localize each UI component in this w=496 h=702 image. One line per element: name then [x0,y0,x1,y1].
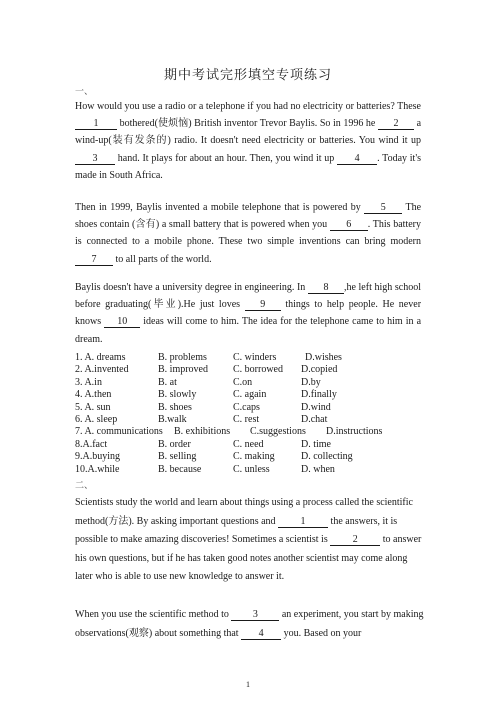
option-d: D. time [301,438,331,450]
option-d: D.copied [301,364,338,376]
option-b: B. order [158,438,191,450]
text: the answers, it is possible to make amazing discoveries! Sometimes a scientist is [75,515,398,546]
option-a: 10.A.while [75,463,120,475]
option-c: C.suggestions [250,426,306,438]
blank-4: 4 [337,153,377,165]
option-b: B. shoes [158,401,192,413]
option-a: 2. A.invented [75,364,129,376]
blank-5: 5 [364,202,402,214]
option-d: D.finally [301,389,337,401]
option-c: C. winders [233,352,277,363]
text: The shoes contain (含有) a small battery that is powered when you [75,202,422,231]
option-a: 7. A. communications [75,426,163,438]
blank-8: 8 [308,282,344,294]
option-a: 5. A. sun [75,401,111,413]
text: ideas will come to him. The idea for the telephone came to him in a dream. [75,316,422,345]
option-c: C. rest [233,413,260,425]
text: When you use the scientific method to [75,609,229,620]
option-c: C. making [233,451,275,463]
option-c: C.on [233,376,253,388]
option-d: D.chat [301,413,328,425]
option-a: 6. A. sleep [75,413,118,425]
option-a: 8.A.fact [75,438,108,450]
passage-one-paragraph-2 [75,199,421,268]
text: you. Based on your [283,627,362,639]
option-c: C. unless [233,463,270,475]
text: Scientists study the world and learn about things using a process called the scientific method(方法). By asking important questions and [75,497,413,527]
passage-one-paragraph-1 [75,98,421,184]
text: . Today it's made in South Africa. [75,152,422,181]
section-one-label: 一、 [75,86,94,96]
option-d: D.wind [301,401,331,413]
blank-6: 6 [330,219,368,231]
blank-3: 3 [75,153,115,165]
option-c: C. borrowed [233,364,283,376]
option-d: D.by [301,376,321,388]
blank-3: 3 [231,609,279,621]
option-row [75,426,421,438]
option-d: D.wishes [305,352,342,363]
option-row [75,451,421,463]
passage-two-paragraph-2 [75,606,425,643]
option-d: D.instructions [326,426,383,438]
text: How would you use a radio or a telephone if you had no electricity or batteries? These [75,101,421,112]
option-row [75,377,421,389]
text: Then in 1999, Baylis invented a mobile telephone that is powered by [75,202,361,213]
option-d: D. collecting [301,451,353,463]
option-row [75,402,421,414]
section-two-label: 二、 [75,480,94,490]
answer-options [75,352,421,476]
option-b: B.walk [158,413,187,425]
page-number: 1 [246,680,250,689]
text: to answer his own questions, but if he has taken good notes another scientist may come along later who is able to use new knowledge to answer it. [75,534,422,583]
option-a: 4. A.then [75,389,112,401]
text: Baylis doesn't have a university degree in engineering. In [75,282,306,293]
blank-2: 2 [378,118,414,130]
option-c: C. need [233,438,264,450]
option-b: B. exhibitions [174,426,231,438]
option-b: B. because [158,463,202,475]
blank-10: 10 [104,316,140,328]
text: a wind-up(装有发条的) radio. It doesn't need electricity or batteries. You wind it up [75,118,422,147]
passage-two-paragraph-1 [75,494,425,587]
blank-7: 7 [75,254,113,266]
text: an experiment, you start by making observations(观察) about something that [75,609,424,639]
option-row [75,389,421,401]
text: hand. It plays for about an hour. Then, you wind it up [117,152,335,164]
blank-9: 9 [245,299,281,311]
option-row [75,364,421,376]
text: bothered(使烦恼) British inventor Trevor Baylis. So in 1996 he [119,118,376,130]
option-c: C. again [233,389,267,401]
option-b: B. improved [158,364,208,376]
blank-2: 2 [330,534,380,546]
option-c: C.caps [233,401,260,413]
option-a: 3. A.in [75,376,102,388]
option-b: B. problems [158,352,207,363]
option-b: B. at [158,376,177,388]
blank-1: 1 [278,516,328,528]
blank-4: 4 [241,628,281,640]
option-row [75,414,421,426]
text: . This battery is connected to a mobile phone. These two simple inventions can bring modern [75,219,421,248]
option-a: 9.A.buying [75,451,120,463]
option-row [75,439,421,451]
document-title: 期中考试完形填空专项练习 [163,67,332,82]
option-b: B. selling [158,451,197,463]
option-d: D. when [301,463,335,475]
text: to all parts of the world. [115,253,212,265]
option-row [75,352,421,364]
text: ,he left high school before graduating(毕业).He just loves [75,282,422,311]
blank-1: 1 [75,118,117,130]
passage-one-paragraph-3 [75,279,421,348]
option-a: 1. A. dreams [75,352,126,363]
option-row [75,464,421,476]
text: things to help people. He never knows [75,299,422,328]
option-b: B. slowly [158,389,197,401]
